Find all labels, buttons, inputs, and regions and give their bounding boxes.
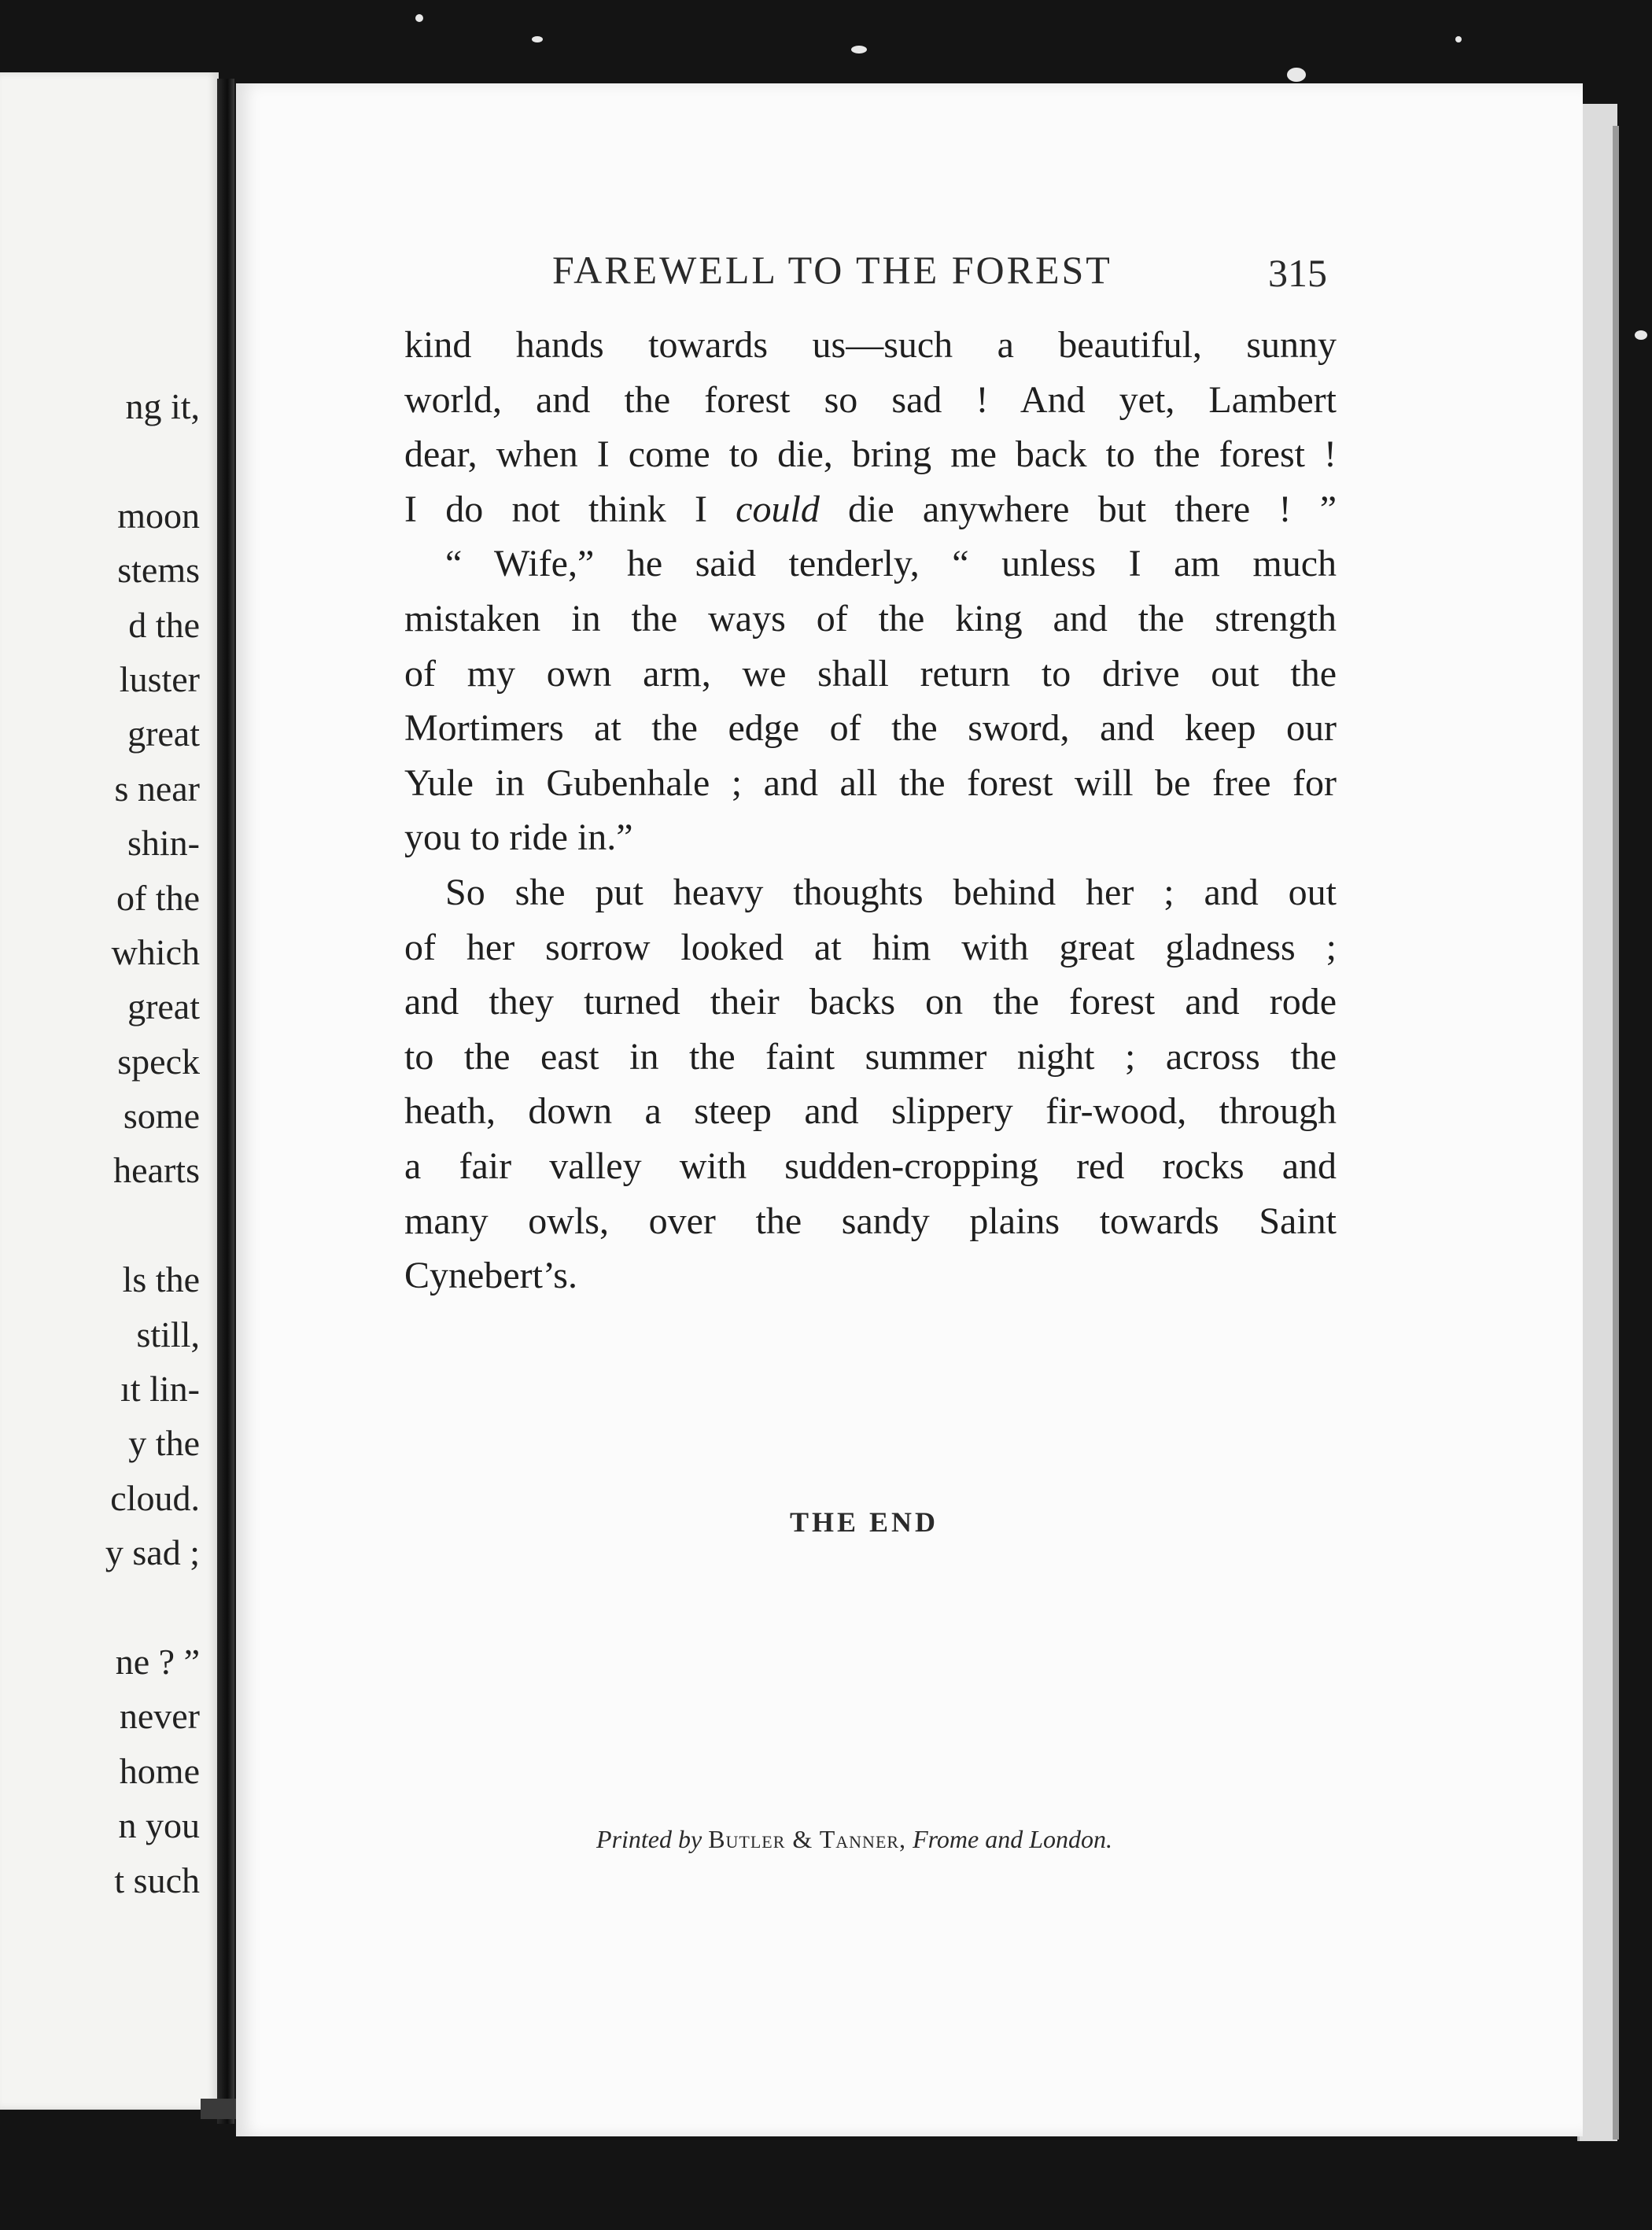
text-line: Yule in Gubenhale ; and all the forest will be free for [404, 761, 1337, 804]
text-line: world, and the forest so sad ! And yet, Lambert [404, 378, 1337, 421]
text-line: Cynebert’s. [404, 1255, 577, 1297]
facing-page-line: never [119, 1696, 200, 1737]
text-line: many owls, over the sandy plains towards Saint [404, 1200, 1337, 1242]
facing-page-line: ls the [122, 1259, 200, 1300]
facing-page-line: which [111, 931, 200, 972]
facing-page-line [0, 1198, 200, 1252]
facing-page-line: hearts [113, 1150, 200, 1191]
facing-page-line: y the [128, 1423, 200, 1464]
facing-page-line: speck [117, 1041, 200, 1082]
facing-page-line: ng it, [125, 386, 200, 426]
page-body-text [404, 318, 1337, 1303]
text-line: “ Wife,” he said tenderly, “ unless I am much [445, 543, 1337, 585]
dust-speck [1635, 330, 1647, 340]
facing-page-line: some [123, 1096, 200, 1137]
text-line: heath, down a steep and slippery fir-wood, through [404, 1090, 1337, 1133]
text-line: mistaken in the ways of the king and the strength [404, 597, 1337, 640]
facing-page-line: cloud. [110, 1477, 200, 1518]
running-head: FAREWELL TO THE FOREST [552, 248, 1112, 292]
facing-page-line: t such [114, 1860, 200, 1900]
book-page [236, 83, 1583, 2136]
facing-page-line: d the [128, 604, 200, 645]
dust-speck [532, 36, 543, 42]
text-line: of my own arm, we shall return to drive out the [404, 652, 1337, 695]
dust-speck [1455, 36, 1462, 42]
facing-page-line: of the [116, 877, 200, 918]
facing-page-line: ne ? ” [115, 1641, 200, 1682]
text-line: I do not think I could die anywhere but there ! ” [404, 488, 1337, 530]
facing-page-text [0, 379, 219, 1907]
dust-speck [415, 14, 423, 22]
facing-page-line: great [127, 986, 200, 1027]
facing-page [0, 72, 219, 2110]
text-line: to the east in the faint summer night ; across the [404, 1035, 1337, 1078]
page-number: 315 [1268, 251, 1327, 295]
text-line: kind hands towards us—such a beautiful, sunny [404, 324, 1337, 366]
text-line: of her sorrow looked at him with great gladness ; [404, 926, 1337, 968]
facing-page-line: shin- [127, 823, 200, 864]
colophon-printed-by: Printed by [596, 1825, 702, 1853]
facing-page-line [0, 433, 200, 488]
page-edges [1577, 104, 1617, 2141]
facing-page-line: still, [136, 1314, 200, 1355]
facing-page-line [0, 1580, 200, 1635]
text-line: So she put heavy thoughts behind her ; and out [445, 871, 1337, 913]
dust-speck [1287, 68, 1306, 82]
dust-speck [851, 46, 867, 53]
text-line: dear, when I come to die, bring me back to the forest ! [404, 433, 1337, 476]
facing-page-line: stems [117, 550, 200, 591]
facing-page-line: moon [117, 495, 200, 536]
the-end-label: THE END [790, 1506, 939, 1538]
facing-page-line: y sad ; [105, 1532, 200, 1573]
text-line: a fair valley with sudden-cropping red rocks and [404, 1144, 1337, 1187]
colophon-printer: Butler & Tanner, [708, 1825, 907, 1853]
text-line: you to ride in.” [404, 816, 633, 859]
facing-page-line: luster [119, 658, 200, 699]
facing-page-line: ıt lin- [120, 1369, 200, 1410]
printer-colophon [508, 1825, 1200, 1854]
facing-page-line: s near [114, 768, 200, 809]
facing-page-line: home [119, 1750, 200, 1791]
text-line: and they turned their backs on the forest and rode [404, 981, 1337, 1023]
page-edges-shadow [1613, 126, 1619, 2140]
colophon-place: Frome and London. [913, 1825, 1112, 1853]
text-line: Mortimers at the edge of the sword, and keep our [404, 707, 1337, 750]
book-spine [217, 79, 234, 2124]
facing-page-line: n you [118, 1805, 200, 1846]
facing-page-line: great [127, 713, 200, 754]
